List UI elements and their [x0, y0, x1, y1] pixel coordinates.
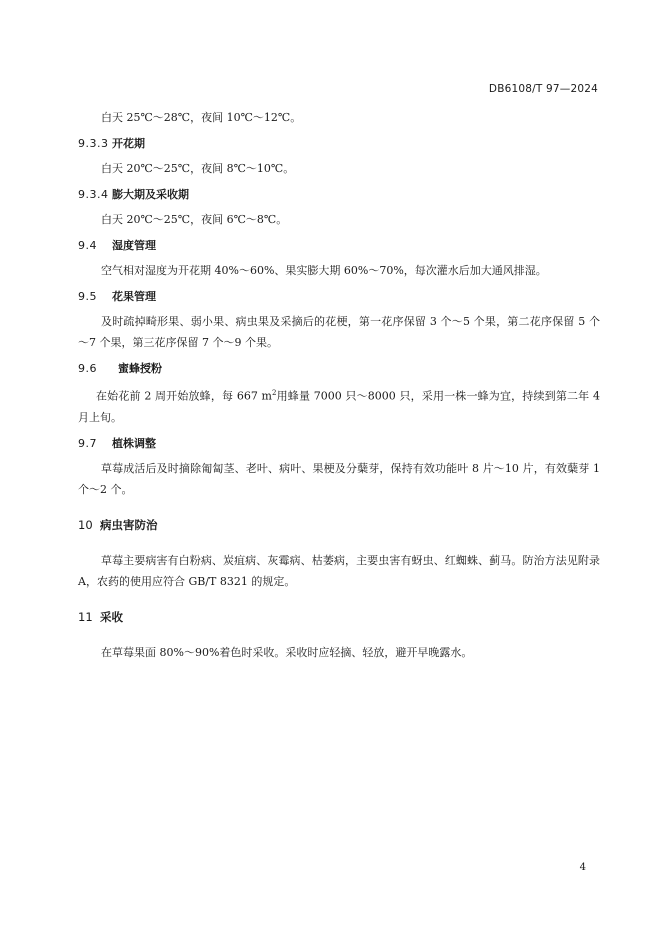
section-number: 9.6: [78, 362, 97, 375]
section-heading: [78, 359, 600, 379]
section-title: 开花期: [112, 137, 145, 150]
paragraph: 空气相对湿度为开花期 40%～60%、果实膨大期 60%～70%，每次灌水后加大通风排湿。: [101, 264, 547, 277]
section-heading: [78, 287, 600, 307]
paragraph: [78, 383, 600, 428]
section-heading: [78, 134, 600, 154]
section-title: 膨大期及采收期: [112, 188, 189, 201]
section-title: 花果管理: [112, 290, 156, 303]
paragraph-text-after: 用蜂量 7000 只～8000 只，采用一株一蜂为宜，持续到第二年 4 月上旬。: [78, 389, 600, 424]
section-title: 植株调整: [112, 436, 156, 450]
section-heading: [78, 236, 600, 256]
section-number: 9.4: [78, 239, 97, 252]
section-heading: [78, 434, 600, 454]
section-title: 蜜蜂授粉: [118, 362, 162, 375]
page-number: 4: [579, 862, 586, 873]
paragraph-text-before: 在始花前 2 周开始放蜂，每 667 m: [96, 389, 272, 403]
paragraph: 白天 20℃～25℃，夜间 6℃～8℃。: [101, 213, 288, 226]
paragraph: 草莓主要病害有白粉病、炭疽病、灰霉病、枯萎病，主要虫害有蚜虫、红蜘蛛、蓟马。防治方法见附录 A，农药的使用应符合 GB/T 8321 的规定。: [78, 553, 600, 588]
superscript: 2: [271, 389, 277, 397]
paragraph: 在草莓果面 80%～90%着色时采收。采收时应轻摘、轻放，避开早晚露水。: [101, 645, 473, 659]
section-heading: [78, 185, 600, 205]
chapter-title: 采收: [100, 609, 123, 624]
section-title: 湿度管理: [112, 239, 156, 252]
section-number: 9.5: [78, 290, 97, 303]
chapter-title: 病虫害防治: [100, 517, 158, 532]
document-body: [78, 107, 600, 663]
document-code: DB6108/T 97—2024: [488, 83, 598, 95]
paragraph: 白天 25℃～28℃，夜间 10℃～12℃。: [101, 111, 302, 124]
chapter-heading: [78, 514, 600, 536]
section-number: 9.3.4: [78, 188, 109, 201]
chapter-number: 11: [78, 609, 93, 624]
paragraph: 白天 20℃～25℃，夜间 8℃～10℃。: [101, 162, 295, 175]
chapter-number: 10: [78, 517, 93, 532]
paragraph: 草莓成活后及时摘除匍匐茎、老叶、病叶、果梗及分蘖芽，保持有效功能叶 8 片～10 片，有效蘖芽 1 个～2 个。: [78, 461, 600, 496]
section-number: 9.3.3: [78, 137, 109, 150]
chapter-heading: [78, 606, 600, 628]
section-number: 9.7: [78, 436, 97, 450]
paragraph: 及时疏掉畸形果、弱小果、病虫果及采摘后的花梗，第一花序保留 3 个～5 个果，第二花序保留 5 个～7 个果，第三花序保留 7 个～9 个果。: [78, 315, 600, 349]
